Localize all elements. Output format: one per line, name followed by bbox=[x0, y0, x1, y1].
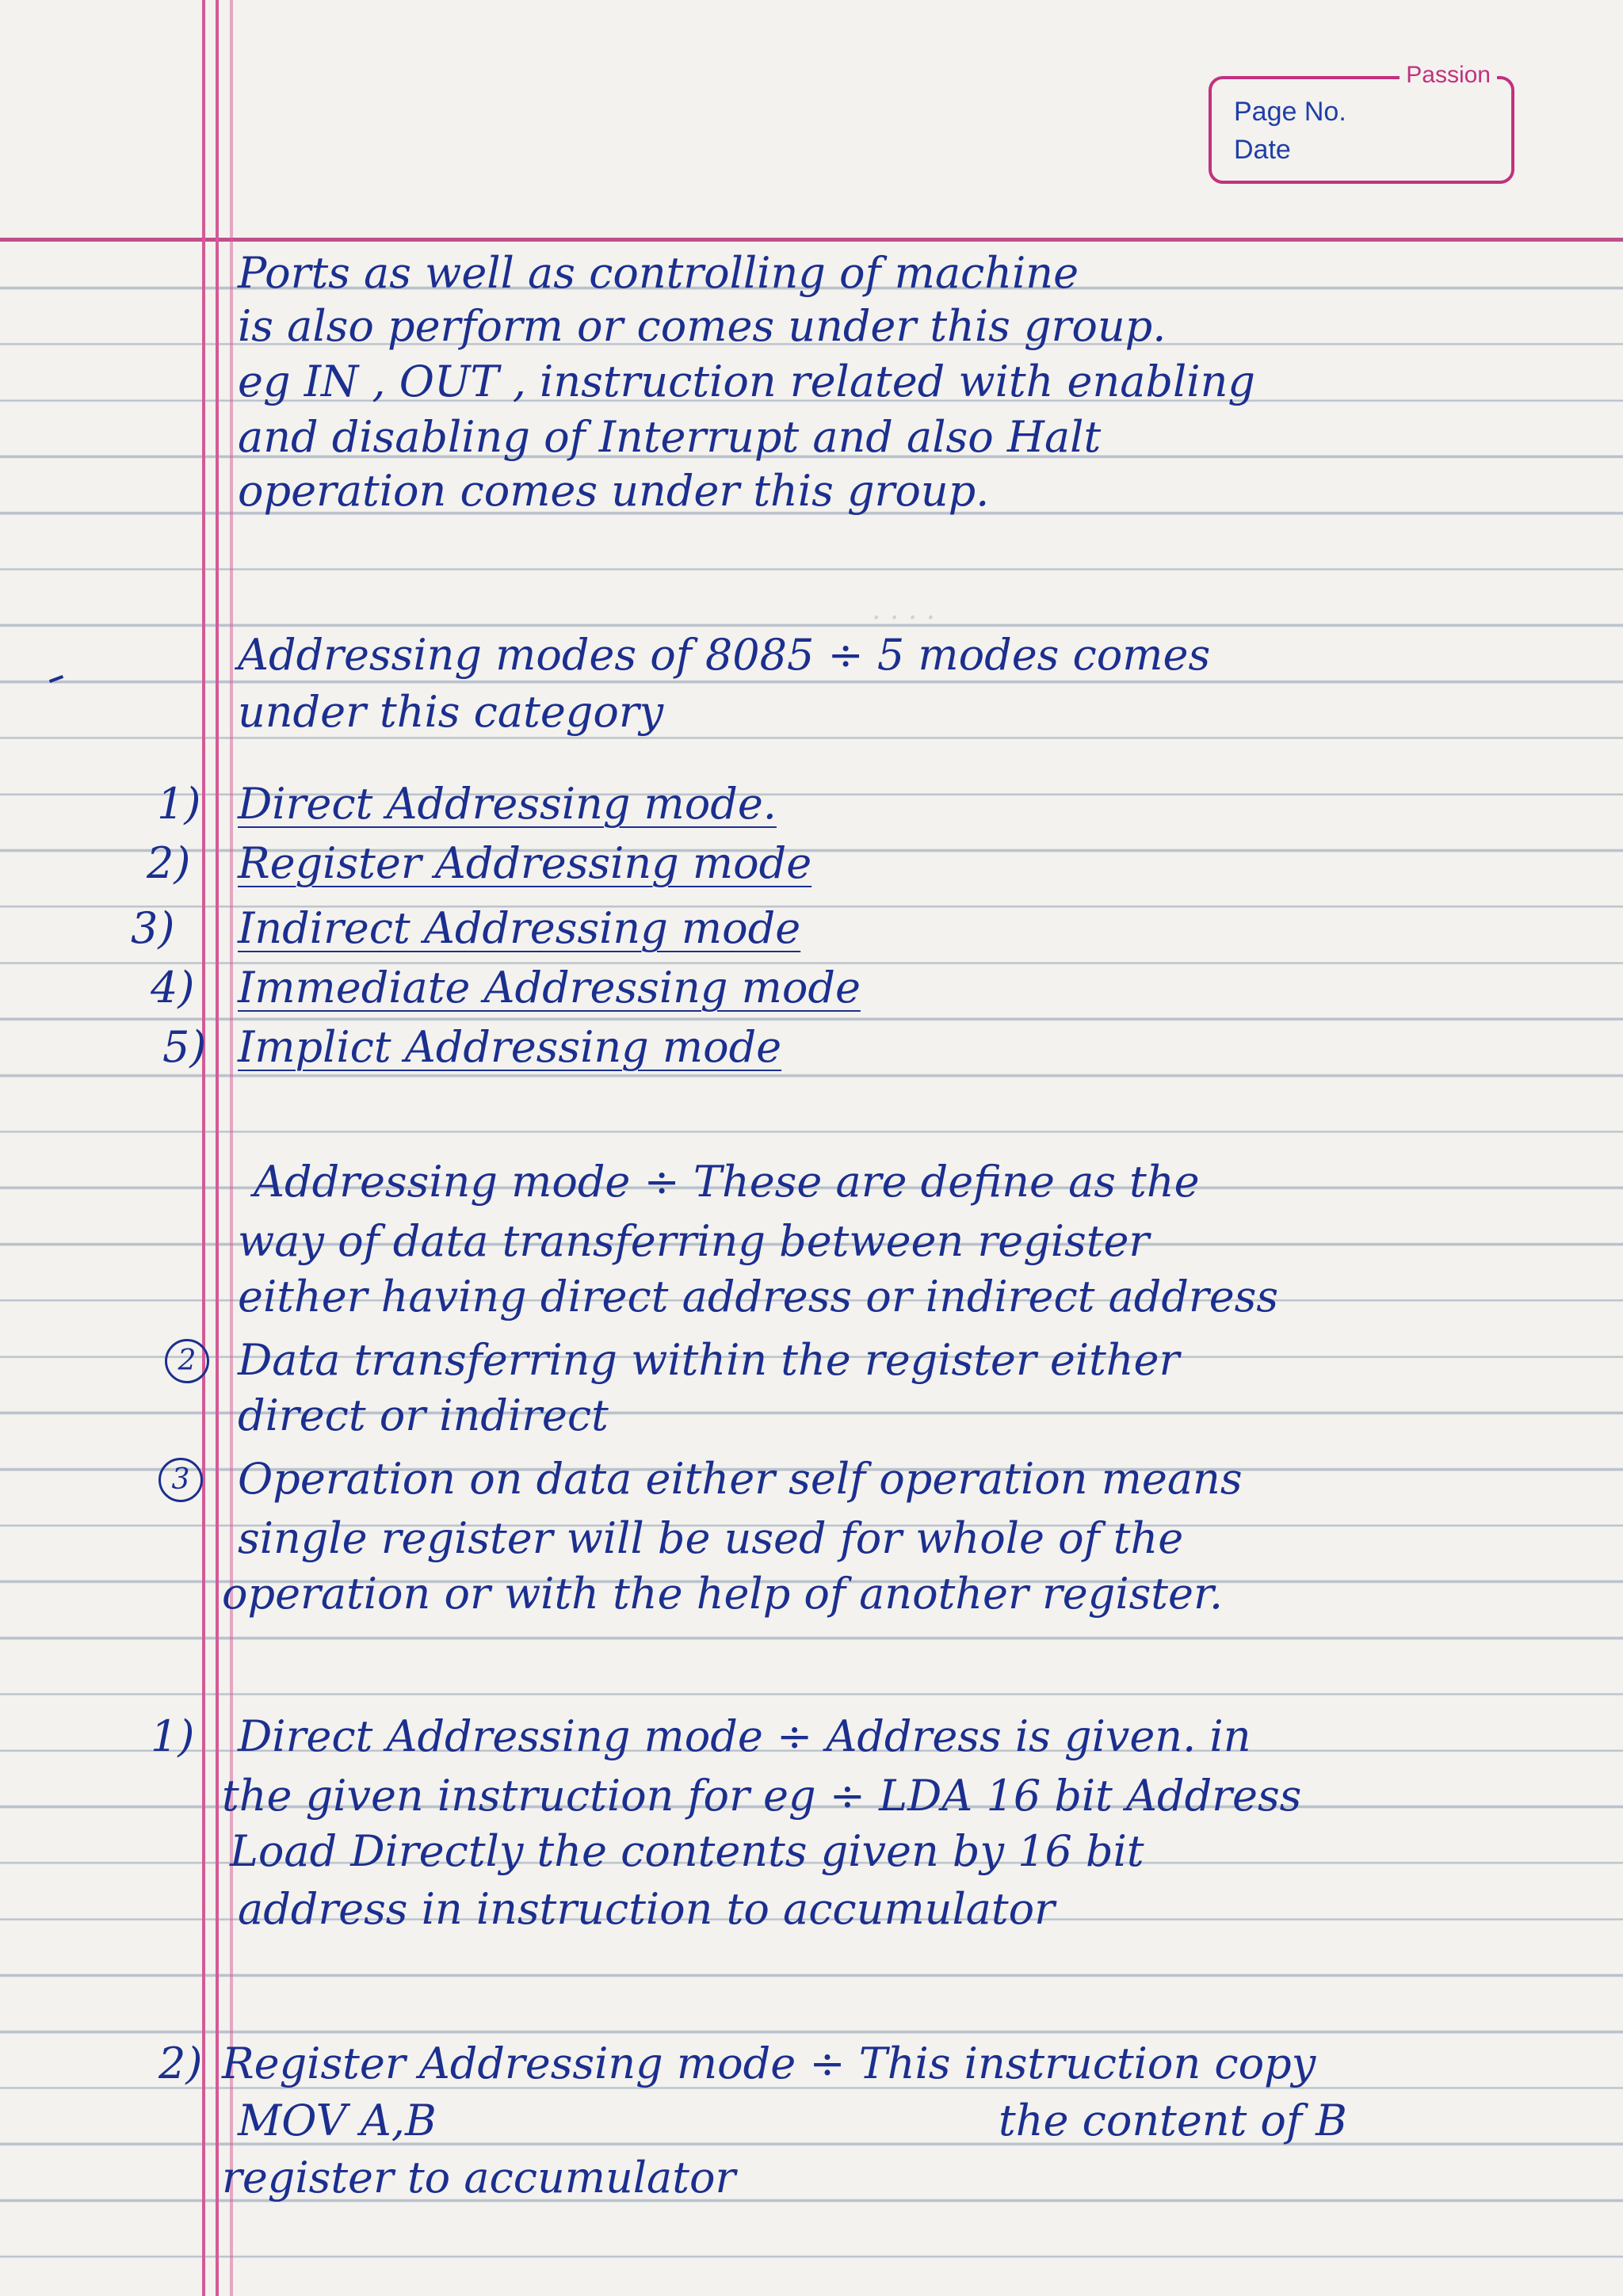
direct-line: the given instruction for eg ÷ LDA 16 bit Address bbox=[222, 1771, 1302, 1821]
point3-line: operation or with the help of another register. bbox=[222, 1569, 1224, 1619]
point2-line: Data transferring within the register either bbox=[238, 1335, 1180, 1385]
mode-item: Register Addressing mode bbox=[238, 838, 812, 888]
mode-number: 2) bbox=[147, 838, 191, 888]
mode-number: 1) bbox=[157, 779, 201, 829]
register-line: register to accumulator bbox=[222, 2153, 736, 2203]
mode-item: Indirect Addressing mode bbox=[238, 903, 801, 953]
definition-line: either having direct address or indirect address bbox=[238, 1272, 1279, 1322]
para1-line: is also perform or comes under this group. bbox=[238, 301, 1167, 351]
section-number: 2) bbox=[158, 2039, 203, 2088]
definition-line: Addressing mode ÷ These are define as the bbox=[254, 1157, 1200, 1207]
para1-line: and disabling of Interrupt and also Halt bbox=[238, 412, 1102, 462]
mode-item: Direct Addressing mode. bbox=[238, 779, 777, 829]
mode-number: 5) bbox=[162, 1022, 207, 1072]
mode-number: 4) bbox=[151, 963, 195, 1013]
register-line: the content of B bbox=[999, 2096, 1347, 2145]
direct-line: address in instruction to accumulator bbox=[238, 1884, 1055, 1934]
date-label: Date bbox=[1234, 135, 1291, 165]
direct-line: Load Directly the contents given by 16 bit bbox=[230, 1826, 1144, 1876]
point2-line: direct or indirect bbox=[238, 1390, 609, 1440]
mode-number: 3) bbox=[131, 903, 175, 953]
para1-line: operation comes under this group. bbox=[238, 466, 990, 516]
section-number: 1) bbox=[151, 1711, 195, 1761]
register-instruction: MOV A,B bbox=[238, 2096, 437, 2145]
direct-line: Direct Addressing mode ÷ Address is given. in bbox=[238, 1711, 1251, 1761]
circled-number: 2 bbox=[165, 1339, 209, 1383]
modes-heading-line2: under this category bbox=[238, 687, 664, 737]
bleed-through-text: · · · · bbox=[872, 602, 936, 635]
stamp-brand: Passion bbox=[1400, 62, 1497, 89]
para1-line: eg IN , OUT , instruction related with enabling bbox=[238, 357, 1255, 406]
para1-line: Ports as well as controlling of machine bbox=[238, 248, 1079, 298]
circled-number: 3 bbox=[158, 1458, 203, 1502]
register-line: Register Addressing mode ÷ This instruction copy bbox=[222, 2039, 1316, 2088]
mode-item: Immediate Addressing mode bbox=[238, 963, 861, 1013]
definition-line: way of data transferring between register bbox=[238, 1216, 1150, 1266]
point3-line: Operation on data either self operation means bbox=[238, 1454, 1243, 1504]
page-number-label: Page No. bbox=[1234, 97, 1346, 127]
point3-line: single register will be used for whole of the bbox=[238, 1513, 1184, 1563]
modes-heading: Addressing modes of 8085 ÷ 5 modes comes bbox=[238, 630, 1211, 680]
mode-item: Implict Addressing mode bbox=[238, 1022, 782, 1072]
